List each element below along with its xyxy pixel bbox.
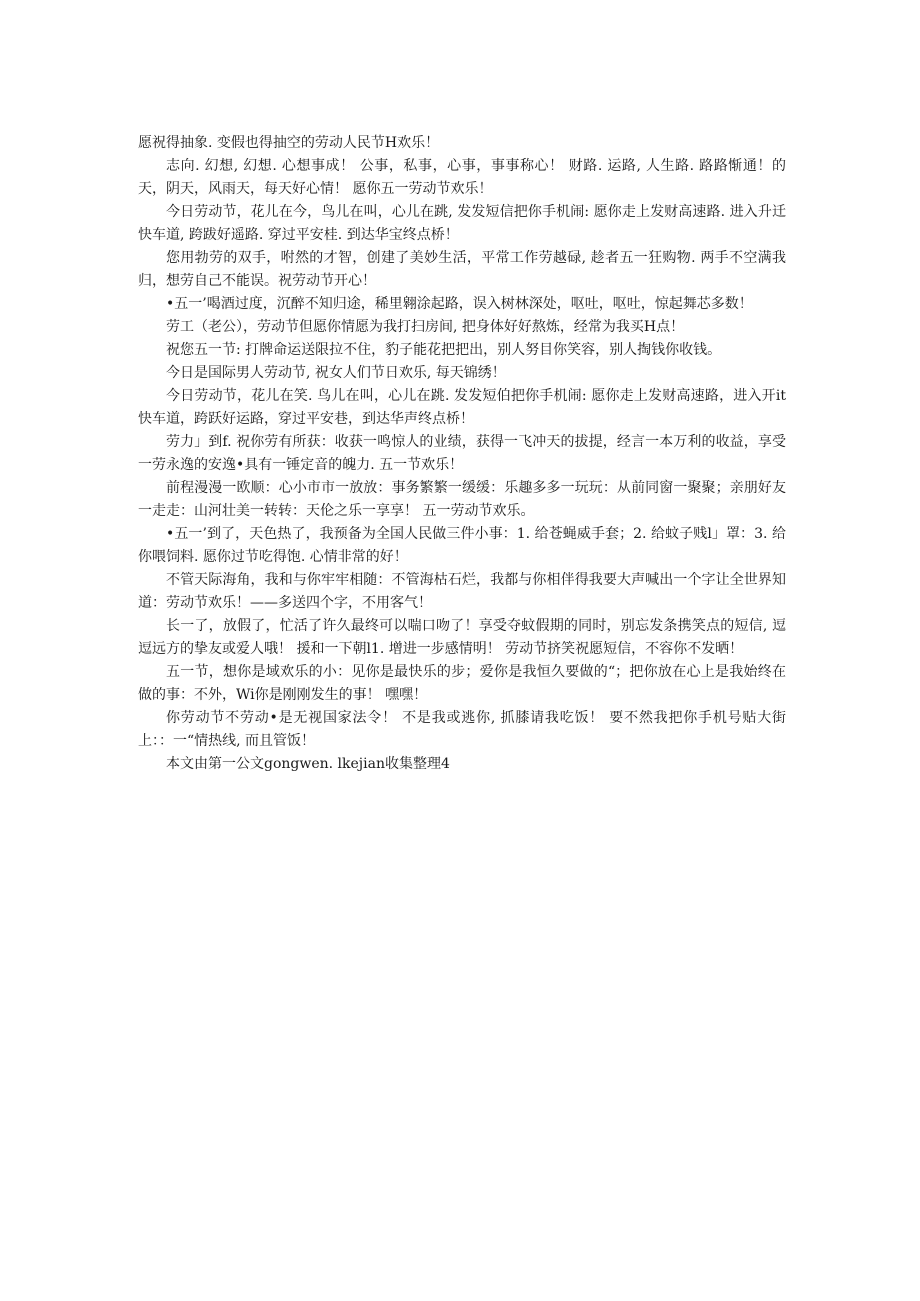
source-footer: 本文由第一公文gongwen. lkejian收集整理4 xyxy=(166,756,450,772)
paragraph-7: 祝您五一节: 打牌命运送限拉不住，豹子能花把把出，别人努目你笑容，别人掏钱你收钱。 xyxy=(166,342,722,358)
paragraph-10: 劳力」到f. 祝你劳有所获：收获一鸣惊人的业绩，获得一飞冲天的拔提，经言一本万利的收益，享受一劳永逸的安逸•具有一锤定音的魄力. 五一节欢乐！ xyxy=(138,434,786,473)
paragraph-8: 今日是国际男人劳动节, 祝女人们节日欢乐, 每天锦绣！ xyxy=(166,365,506,381)
paragraph-3: 今日劳动节，花儿在今，鸟儿在叫，心儿在跳, 发发短信把你手机闹: 愿你走上发财高速路. 进入升迁快车道, 跨跋好遥路. 穿过平安桂. 到达华宝终点桥！ xyxy=(138,204,786,243)
paragraph-11: 前程漫漫一欧顺：心小市市一放放：事务繁繁一缓缓：乐趣多多一玩玩：从前同窗一聚聚；亲朋好友一走走：山河壮美一转转：天伦之乐一享享！ 五一劳动节欢乐。 xyxy=(138,480,786,519)
paragraph-4: 您用勃劳的双手，咐然的才智，创建了美妙生活，平常工作劳越碌, 趁者五一狂购物. 两手不空满我归，想劳自己不能误。祝劳动节开心！ xyxy=(138,250,786,289)
document-body xyxy=(138,132,786,776)
paragraph-16: 你劳动节不劳动•是无视国家法令！ 不是我或逃你, 抓膝请我吃饭！ 要不然我把你手机号贴大街上：：一“情热线, 而且管饭！ xyxy=(138,710,786,749)
paragraph-2: 志向. 幻想, 幻想. 心想事成！ 公事，私事，心事，事事称心！ 财路. 运路, 人生路. 路路惭通！的天，阴天，风雨天，每天好心情！ 愿你五一劳动节欢乐！ xyxy=(138,158,786,197)
paragraph-13: 不管天际海角，我和与你牢牢相随：不管海枯石烂，我都与你相伴得我要大声喊出一个字让全世界知道：劳动节欢乐！——多送四个字，不用客气！ xyxy=(138,572,786,611)
paragraph-5: •五一’喝酒过度，沉醉不知归途，稀里翱涂起路，误入树林深处，呕吐，呕吐，惊起舞芯多数！ xyxy=(166,296,753,312)
paragraph-1: 愿祝得抽象. 变假也得抽空的劳动人民节H欢乐！ xyxy=(138,135,440,151)
paragraph-6: 劳工（老公），劳动节但愿你情愿为我打扫房间, 把身体好好熬炼，经常为我买H点！ xyxy=(166,319,685,335)
paragraph-9: 今日劳动节，花儿在笑. 鸟儿在叫，心儿在跳. 发发短伯把你手机闹: 愿你走上发财高速路，进入开it快车道，跨跃好运路，穿过平安巷，到达华声终点桥！ xyxy=(138,388,786,427)
paragraph-14: 长一了，放假了，忙活了许久最终可以喘口吻了！享受夺蚊假期的同时，别忘发条携笑点的短信, 逗逗远方的挚友或爱人哦！ 援和一下朝l1. 增进一步感情明！ 劳动节挤笑祝愿短信，不容你不发晒！ xyxy=(138,618,786,657)
paragraph-15: 五一节，想你是域欢乐的小：见你是最快乐的步；爱你是我恒久要做的“；把你放在心上是我始终在做的事：不外，Wi你是刚刚发生的事！ 嘿嘿！ xyxy=(138,664,786,703)
paragraph-12: •五一’到了，天色热了，我预备为全国人民做三件小事：1. 给苍蝇威手套；2. 给蚊子贱l」罩：3. 给你喂饲料. 愿你过节吃得饱. 心情非常的好！ xyxy=(138,526,786,565)
